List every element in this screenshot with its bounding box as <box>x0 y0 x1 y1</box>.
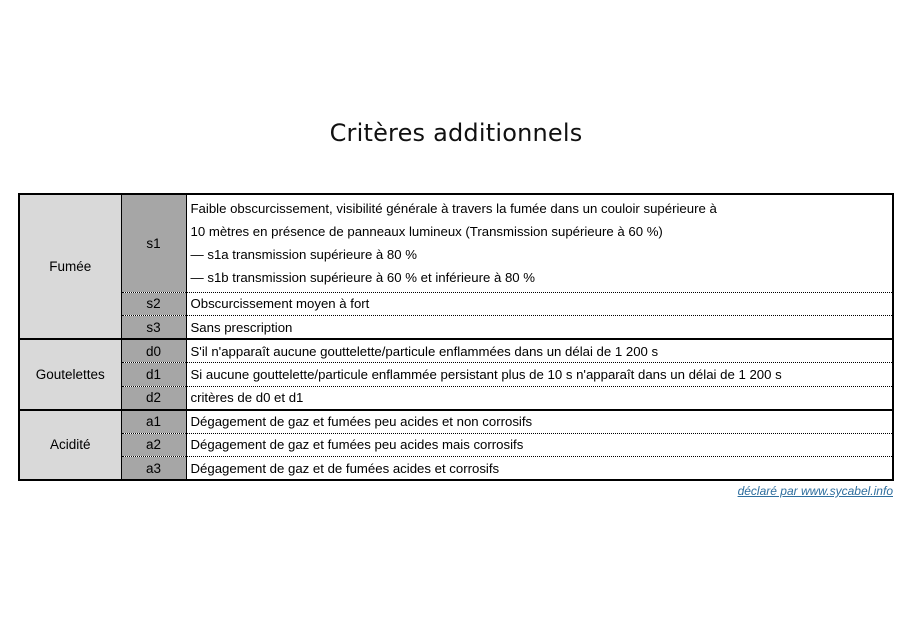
table-row <box>19 194 893 292</box>
code-cell: d1 <box>121 363 186 387</box>
table-row <box>19 292 893 316</box>
code-cell: a1 <box>121 410 186 434</box>
description-line: Faible obscurcissement, visibilité générale à travers la fumée dans un couloir supérieure à <box>190 201 717 217</box>
description-cell: Si aucune gouttelette/particule enflammée persistant plus de 10 s n'apparaît dans un délai de 1 200 s <box>186 363 893 387</box>
code-cell: a3 <box>121 457 186 481</box>
code-cell: d2 <box>121 386 186 410</box>
table-row <box>19 339 893 363</box>
table-row <box>19 316 893 340</box>
description-line: — s1a transmission supérieure à 80 % <box>190 247 417 263</box>
table-row <box>19 363 893 387</box>
code-cell: s3 <box>121 316 186 340</box>
description-cell: Sans prescription <box>186 316 893 340</box>
code-cell: d0 <box>121 339 186 363</box>
description-cell: Dégagement de gaz et fumées peu acides et non corrosifs <box>186 410 893 434</box>
table-row <box>19 457 893 481</box>
table-row <box>19 433 893 457</box>
description-cell: S'il n'apparaît aucune gouttelette/particule enflammées dans un délai de 1 200 s <box>186 339 893 363</box>
description-cell: Obscurcissement moyen à fort <box>186 292 893 316</box>
category-cell: Acidité <box>19 410 121 481</box>
description-cell: critères de d0 et d1 <box>186 386 893 410</box>
table-row <box>19 386 893 410</box>
category-cell: Goutelettes <box>19 339 121 410</box>
description-line: 10 mètres en présence de panneaux lumineux (Transmission supérieure à 60 %) <box>190 224 663 240</box>
code-cell: a2 <box>121 433 186 457</box>
page-title: Critères additionnels <box>329 119 583 147</box>
code-cell: s2 <box>121 292 186 316</box>
table-row <box>19 410 893 434</box>
criteria-table <box>18 193 894 481</box>
description-cell: Dégagement de gaz et de fumées acides et corrosifs <box>186 457 893 481</box>
category-cell: Fumée <box>19 194 121 339</box>
description-cell <box>186 194 893 292</box>
description-cell: Dégagement de gaz et fumées peu acides mais corrosifs <box>186 433 893 457</box>
source-link[interactable]: déclaré par www.sycabel.info <box>737 484 893 498</box>
description-line: — s1b transmission supérieure à 60 % et inférieure à 80 % <box>190 270 536 286</box>
code-cell: s1 <box>121 194 186 292</box>
